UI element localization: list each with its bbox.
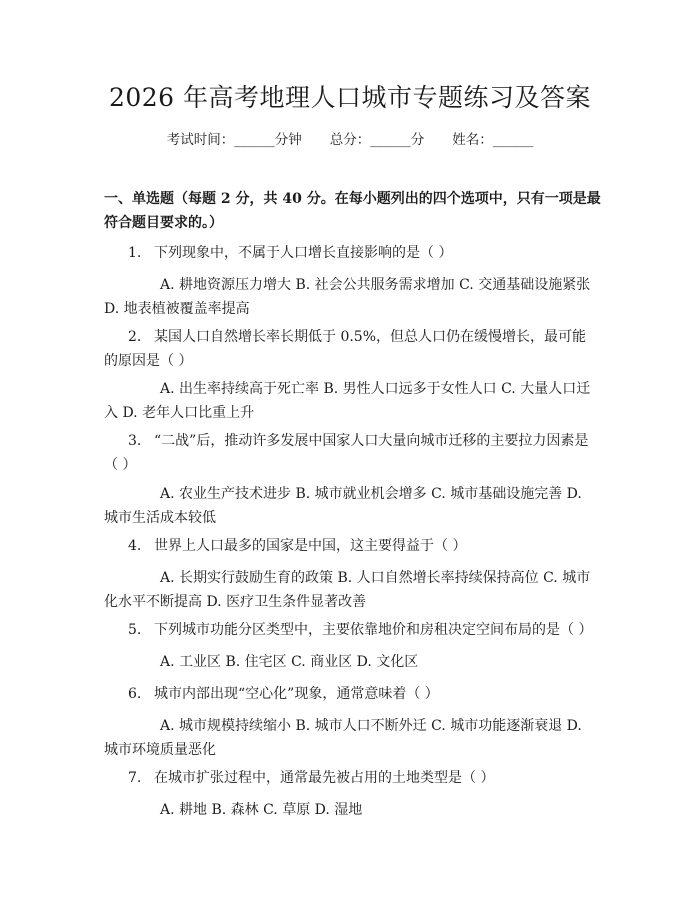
question-7 (104, 766, 596, 790)
question-3 (104, 429, 596, 477)
question-4 (104, 534, 596, 558)
question-number: 2. (128, 329, 142, 345)
question-number: 7. (128, 770, 142, 786)
question-2-options: A. 出生率持续高于死亡率 B. 男性人口远多于女性人口 C. 大量人口迁入 D. 老年人口比重上升 (104, 381, 591, 421)
question-6 (104, 682, 596, 706)
question-number: 4. (128, 538, 142, 554)
question-3-options: A. 农业生产技术进步 B. 城市就业机会增多 C. 城市基础设施完善 D. 城市生活成本较低 (104, 486, 582, 526)
question-1 (104, 241, 596, 265)
section-heading: 一、单选题（每题 2 分，共 40 分。在每小题列出的四个选项中，只有一项是最符合题目要求的。） (104, 191, 601, 231)
question-number: 1. (128, 245, 142, 261)
question-number: 5. (128, 622, 142, 638)
question-text: 下列现象中，不属于人口增长直接影响的是（ ） (154, 245, 453, 261)
question-text: 城市内部出现“空心化”现象，通常意味着（ ） (154, 686, 439, 702)
question-text: 下列城市功能分区类型中，主要依靠地价和房租决定空间布局的是（ ） (154, 622, 593, 638)
question-7-options: A. 耕地 B. 森林 C. 草原 D. 湿地 (160, 802, 363, 818)
question-number: 3. (128, 433, 142, 449)
question-number: 6. (128, 686, 142, 702)
student-name-field: 姓名：______ (452, 132, 534, 148)
question-2 (104, 325, 596, 373)
question-5 (104, 618, 596, 642)
question-6-options: A. 城市规模持续缩小 B. 城市人口不断外迁 C. 城市功能逐渐衰退 D. 城市环境质量恶化 (104, 718, 582, 758)
question-5-options: A. 工业区 B. 住宅区 C. 商业区 D. 文化区 (160, 654, 419, 670)
question-text: 某国人口自然增长率长期低于 0.5%，但总人口仍在缓慢增长，最可能的原因是（ ） (104, 329, 587, 369)
exam-time-field: 考试时间：______分钟 (166, 132, 302, 148)
exam-meta-line (0, 130, 700, 150)
total-score-field: 总分：______分 (329, 132, 425, 148)
question-4-options: A. 长期实行鼓励生育的政策 B. 人口自然增长率持续保持高位 C. 城市化水平不断提高 D. 医疗卫生条件显著改善 (104, 570, 591, 610)
question-1-options: A. 耕地资源压力增大 B. 社会公共服务需求增加 C. 交通基础设施紧张 D. 地表植被覆盖率提高 (104, 277, 591, 317)
question-text: 在城市扩张过程中，通常最先被占用的土地类型是（ ） (154, 770, 495, 786)
question-text: “二战”后，推动许多发展中国家人口大量向城市迁移的主要拉力因素是（ ） (104, 433, 589, 473)
page-title: 2026 年高考地理人口城市专题练习及答案 (108, 83, 592, 112)
question-text: 世界上人口最多的国家是中国，这主要得益于（ ） (154, 538, 467, 554)
